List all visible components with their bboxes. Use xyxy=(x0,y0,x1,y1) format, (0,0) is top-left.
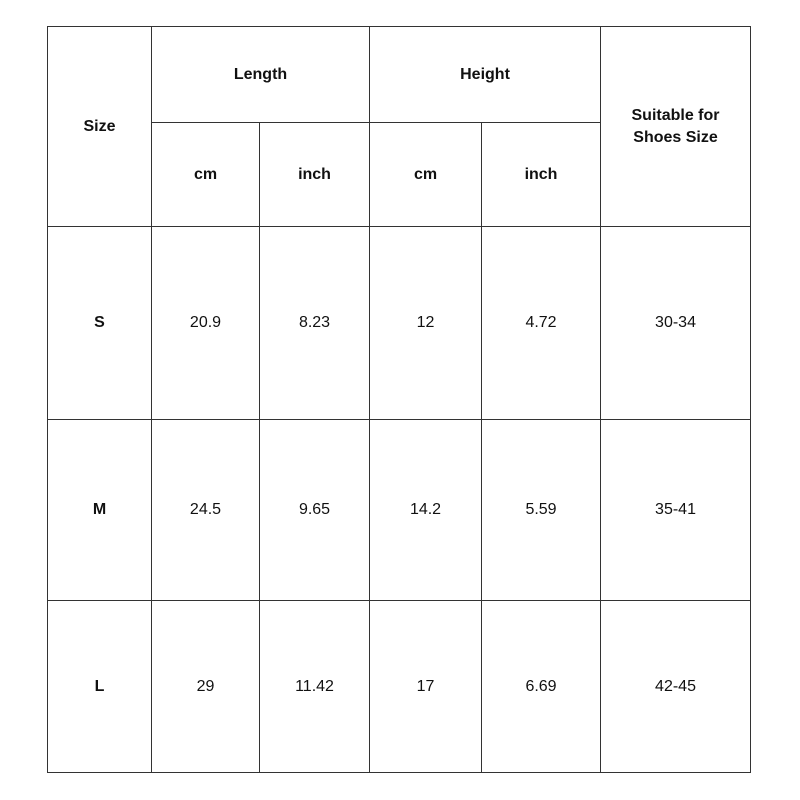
shoe-size-cell: 42-45 xyxy=(601,601,751,773)
height-inch-header: inch xyxy=(482,123,601,227)
height-cm-cell: 17 xyxy=(370,601,482,773)
table-row xyxy=(48,227,751,420)
length-inch-header: inch xyxy=(260,123,370,227)
length-header: Length xyxy=(152,27,370,123)
length-cm-cell: 24.5 xyxy=(152,420,260,601)
shoe-size-cell: 30-34 xyxy=(601,227,751,420)
size-cell: M xyxy=(48,420,152,601)
size-cell: S xyxy=(48,227,152,420)
height-inch-cell: 5.59 xyxy=(482,420,601,601)
height-cm-cell: 14.2 xyxy=(370,420,482,601)
header-row-top xyxy=(48,27,751,123)
table-row xyxy=(48,601,751,773)
length-inch-cell: 8.23 xyxy=(260,227,370,420)
size-cell: L xyxy=(48,601,152,773)
height-cm-header: cm xyxy=(370,123,482,227)
length-inch-cell: 9.65 xyxy=(260,420,370,601)
height-header: Height xyxy=(370,27,601,123)
height-inch-cell: 6.69 xyxy=(482,601,601,773)
length-cm-cell: 20.9 xyxy=(152,227,260,420)
length-cm-cell: 29 xyxy=(152,601,260,773)
shoe-size-cell: 35-41 xyxy=(601,420,751,601)
height-inch-cell: 4.72 xyxy=(482,227,601,420)
suitable-shoe-size-header xyxy=(601,27,751,227)
size-chart-table xyxy=(47,26,751,773)
height-cm-cell: 12 xyxy=(370,227,482,420)
table-row xyxy=(48,420,751,601)
size-header: Size xyxy=(48,27,152,227)
length-inch-cell: 11.42 xyxy=(260,601,370,773)
suitable-header-line1: Suitable for xyxy=(631,106,720,124)
length-cm-header: cm xyxy=(152,123,260,227)
suitable-header-line2: Shoes Size xyxy=(633,128,718,146)
